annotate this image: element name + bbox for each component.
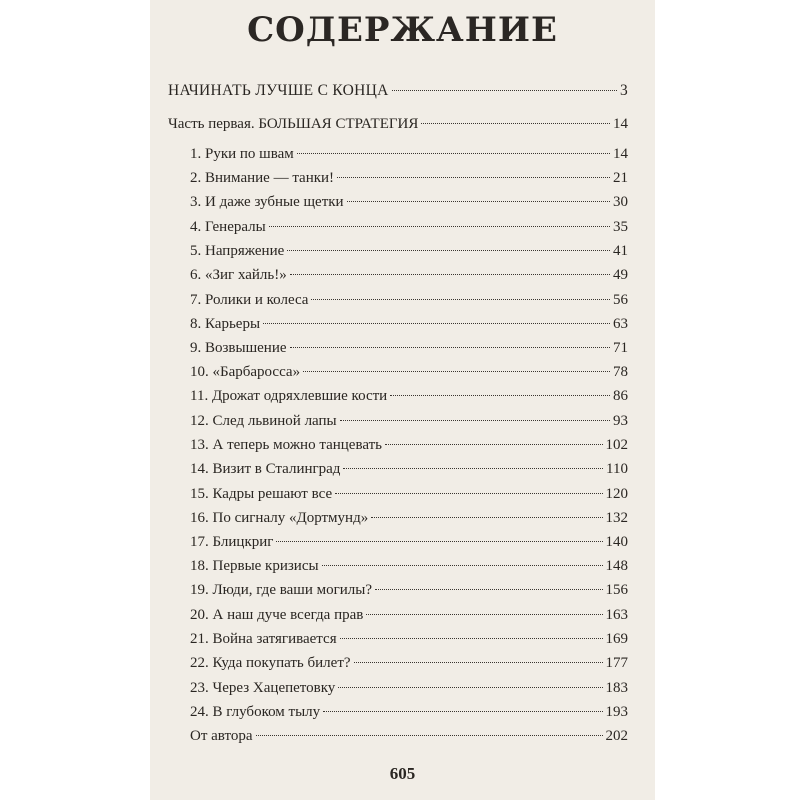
toc-entry-title: От автора xyxy=(190,728,253,744)
toc-entry-title: Часть первая. БОЛЬШАЯ СТРАТЕГИЯ xyxy=(168,116,419,132)
toc-entry-title: 15. Кадры решают все xyxy=(190,486,333,502)
toc-entry xyxy=(190,460,628,478)
toc-leader-dots xyxy=(340,420,610,421)
toc-entry-page: 3 xyxy=(619,82,628,99)
toc-entry-title: 11. Дрожат одряхлевшие кости xyxy=(190,388,388,404)
toc-entry-page: 49 xyxy=(613,267,628,283)
toc-entry-page: 183 xyxy=(605,680,628,696)
toc-entry-page: 71 xyxy=(613,340,628,356)
toc-entry-title: 1. Руки по швам xyxy=(190,146,294,162)
toc-entry-title: 21. Война затягивается xyxy=(190,631,337,647)
toc-entry xyxy=(190,218,628,236)
toc-entry-page: 202 xyxy=(605,728,628,744)
toc-entry xyxy=(190,169,628,187)
toc-entry xyxy=(168,82,628,100)
toc-entry-title: 19. Люди, где ваши могилы? xyxy=(190,582,372,598)
toc-entry-title: 6. «Зиг хайль!» xyxy=(190,267,287,283)
toc-entry-page: 140 xyxy=(605,534,628,550)
toc-entry-title: 10. «Барбаросса» xyxy=(190,364,301,380)
toc-leader-dots xyxy=(290,274,610,275)
toc-entry-page: 86 xyxy=(613,388,628,404)
toc-entry xyxy=(190,485,628,503)
toc-entry-page: 41 xyxy=(613,243,628,259)
toc-entry-title: 5. Напряжение xyxy=(190,243,285,259)
toc-entry xyxy=(168,115,628,133)
page-number: 605 xyxy=(389,764,416,783)
toc-entry-title: 23. Через Хацепетовку xyxy=(190,680,336,696)
toc-entry xyxy=(190,727,628,745)
toc-entry xyxy=(190,363,628,381)
toc-entry-page: 14 xyxy=(613,116,628,132)
toc-entry-page: 21 xyxy=(613,170,628,186)
toc-leader-dots xyxy=(421,123,610,124)
toc-entry xyxy=(190,436,628,454)
page-title: СОДЕРЖАНИЕ xyxy=(247,10,558,50)
toc-leader-dots xyxy=(269,226,610,227)
toc-entry-page: 169 xyxy=(605,631,628,647)
toc-entry-page: 63 xyxy=(613,316,628,332)
toc-entry-page: 110 xyxy=(606,461,628,477)
toc-leader-dots xyxy=(256,735,603,736)
toc-entry-page: 156 xyxy=(605,582,628,598)
toc-entry-title: НАЧИНАТЬ ЛУЧШЕ С КОНЦА xyxy=(168,82,389,99)
toc-entry-title: 2. Внимание — танки! xyxy=(190,170,335,186)
toc-entry xyxy=(190,193,628,211)
toc-leader-dots xyxy=(287,250,610,251)
toc-entry-page: 193 xyxy=(605,704,628,720)
toc-entry xyxy=(190,654,628,672)
toc-leader-dots xyxy=(385,444,603,445)
toc-entry-page: 163 xyxy=(605,607,628,623)
toc-entry-page: 93 xyxy=(613,413,628,429)
toc-entry-page: 148 xyxy=(605,558,628,574)
toc-entry-title: 4. Генералы xyxy=(190,219,266,235)
toc-entry-title: 24. В глубоком тылу xyxy=(190,704,321,720)
toc-entry-title: 3. И даже зубные щетки xyxy=(190,194,344,210)
toc-entry-title: 17. Блицкриг xyxy=(190,534,274,550)
toc-entry xyxy=(190,679,628,697)
toc-leader-dots xyxy=(322,565,603,566)
toc-leader-dots xyxy=(297,153,610,154)
toc-entry xyxy=(190,509,628,527)
toc-entry xyxy=(190,630,628,648)
toc-entry-title: 13. А теперь можно танцевать xyxy=(190,437,382,453)
toc-leader-dots xyxy=(338,687,602,688)
toc-entry-page: 35 xyxy=(613,219,628,235)
toc-entry-page: 78 xyxy=(613,364,628,380)
book-page xyxy=(150,0,655,800)
toc-entry xyxy=(190,242,628,260)
toc-entry-title: 18. Первые кризисы xyxy=(190,558,319,574)
toc-entry-title: 16. По сигналу «Дортмунд» xyxy=(190,510,369,526)
toc-entry xyxy=(190,291,628,309)
toc-entry-title: 22. Куда покупать билет? xyxy=(190,655,351,671)
toc-entry xyxy=(190,606,628,624)
toc-entry-page: 56 xyxy=(613,292,628,308)
toc-leader-dots xyxy=(311,299,610,300)
toc-leader-dots xyxy=(375,589,603,590)
toc-leader-dots xyxy=(340,638,603,639)
toc-leader-dots xyxy=(303,371,610,372)
toc-entry xyxy=(190,315,628,333)
toc-leader-dots xyxy=(290,347,610,348)
toc-entry-title: 20. А наш дуче всегда прав xyxy=(190,607,364,623)
toc-leader-dots xyxy=(343,468,603,469)
toc-entry xyxy=(190,703,628,721)
toc-leader-dots xyxy=(392,90,617,91)
toc-entry xyxy=(190,412,628,430)
toc-entry xyxy=(190,145,628,163)
toc-leader-dots xyxy=(371,517,602,518)
toc-entry-title: 9. Возвышение xyxy=(190,340,287,356)
toc-entry-page: 14 xyxy=(613,146,628,162)
toc-entry-page: 132 xyxy=(605,510,628,526)
toc-leader-dots xyxy=(263,323,610,324)
toc-entry xyxy=(190,339,628,357)
toc-leader-dots xyxy=(337,177,610,178)
toc-entry-page: 30 xyxy=(613,194,628,210)
toc-leader-dots xyxy=(335,493,602,494)
toc-entry-title: 14. Визит в Сталинград xyxy=(190,461,341,477)
toc-entry-title: 7. Ролики и колеса xyxy=(190,292,309,308)
toc-entry-page: 177 xyxy=(605,655,628,671)
toc-entry xyxy=(190,387,628,405)
toc-entry-page: 102 xyxy=(605,437,628,453)
toc-entry-title: 8. Карьеры xyxy=(190,316,261,332)
toc-entry xyxy=(190,533,628,551)
toc-entry xyxy=(190,581,628,599)
toc-leader-dots xyxy=(323,711,602,712)
toc-entry xyxy=(190,266,628,284)
toc-entry-page: 120 xyxy=(605,486,628,502)
toc-leader-dots xyxy=(276,541,602,542)
table-of-contents xyxy=(150,0,655,800)
toc-entry-title: 12. След львиной лапы xyxy=(190,413,337,429)
toc-entry xyxy=(190,557,628,575)
toc-leader-dots xyxy=(354,662,603,663)
toc-leader-dots xyxy=(347,201,610,202)
toc-leader-dots xyxy=(366,614,602,615)
toc-leader-dots xyxy=(390,395,610,396)
